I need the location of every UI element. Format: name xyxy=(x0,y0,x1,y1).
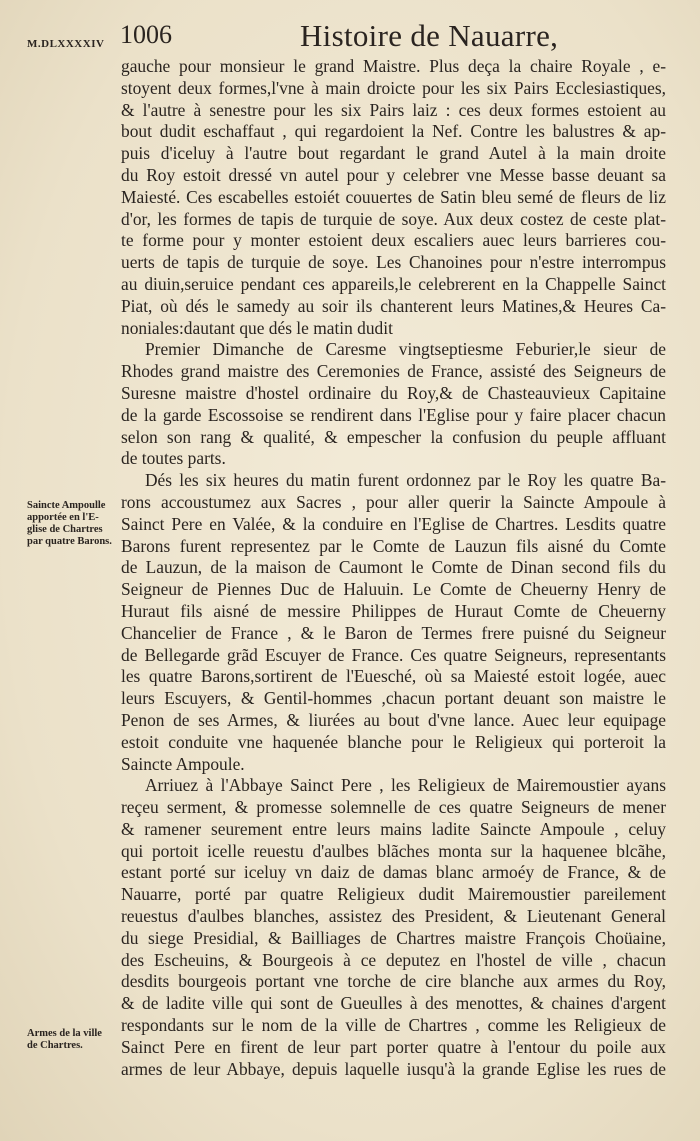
text-line: respondants sur le nom de la ville de Chartres , comme les Religieux de xyxy=(121,1015,666,1036)
text-line: estoit conduite vne haquenée blanche pour le Religieux qui porteroit la xyxy=(121,731,666,752)
margin-note-line: Saincte Ampoulle xyxy=(27,500,106,511)
text-line: selon son rang & qualité, & empescher la confusion du peuple affluant xyxy=(121,426,666,447)
text-line: puis d'iceluy à l'autre bout regardant le grand Autel à la main droite xyxy=(121,143,666,164)
text-line: Penon de ses Armes, & liurées au bout d'vne lance. Auec leur equipage xyxy=(121,709,666,730)
text-line: Piat, où dés le samedy au soir ils chanterent leurs Matines,& Heures Ca- xyxy=(121,295,666,316)
text-line: les quatre Barons,sortirent de l'Euesché, où sa Maiesté estoit logée, auec xyxy=(121,666,666,687)
text-line: bout dudit eschaffaut , qui regardoient la Nef. Contre les balustres & ap- xyxy=(121,121,666,142)
text-line: noniales:dautant que dés le matin dudit xyxy=(121,317,393,338)
text-line: du siege Presidial, & Bailliages de Chartres maistre François Choüaine, xyxy=(121,927,666,948)
margin-note-line: Armes de la ville xyxy=(27,1028,102,1039)
text-line: & ramener seurement entre leurs mains ladite Saincte Ampoule , celuy xyxy=(121,818,666,839)
running-title: Histoire de Nauarre, xyxy=(300,18,559,53)
text-line: Chancelier de France , & le Baron de Termes frere puisné du Seigneur xyxy=(121,622,666,643)
text-line: de Bellegarde grãd Escuyer de France. Ces quatre Seigneurs, representants xyxy=(121,644,666,665)
margin-note-line: de Chartres. xyxy=(27,1040,83,1051)
text-line: stoyent deux formes,l'vne à main droicte pour les six Pairs Ecclesiastiques, xyxy=(121,77,666,98)
text-line: Premier Dimanche de Caresme vingtseptiesme Feburier,le sieur de xyxy=(145,339,666,360)
text-line: d'or, les formes de tapis de turquie de soye. Aux deux costez de ceste plat- xyxy=(121,208,666,229)
text-line: desdits bourgeois portant vne torche de cire blanche aux armes du Roy, xyxy=(121,971,666,992)
margin-note-armes-chartres xyxy=(27,1028,119,1052)
text-line: leurs Escuyers, & Gentil-hommes ,chacun portant deuant son maistre le xyxy=(121,688,666,709)
text-line: uerts de tapis de turquie de soye. Les Chanoines pour n'estre interrompus xyxy=(121,252,666,273)
text-line: Nauarre, porté par quatre Religieux dudit Mairemoustier pareilement xyxy=(121,884,666,905)
page-number: 1006 xyxy=(120,20,172,49)
text-line: du Roy estoit dressé vn autel pour y celebrer vne Messe basse deuant sa xyxy=(121,164,666,185)
text-line: te forme pour y monter estoient deux escaliers auec leurs barrieres cou- xyxy=(121,230,666,251)
text-line: Dés les six heures du matin furent ordonnez par le Roy les quatre Ba- xyxy=(145,470,666,491)
margin-note-line: apportée en l'E- xyxy=(27,512,99,523)
text-line: qui portoit icelle reuestu d'aulbes blãches monta sur la haquenee blcãhe, xyxy=(121,840,666,861)
text-line: de la garde Escossoise se rendirent dans l'Eglise pour y faire placer chacun xyxy=(121,404,666,425)
text-line: & l'autre à senestre pour les six Pairs laiz : ces deux formes estoient au xyxy=(121,99,666,120)
text-line: Huraut fils aisné de messire Philippes de Huraut Comte de Cheuerny xyxy=(121,600,666,621)
text-line: de Lauzun, de la maison de Caumont le Comte de Dinan second fils du xyxy=(121,557,666,578)
text-line: des Escheuins, & Bourgeois à ce deputez en l'hostel de ville , chacun xyxy=(121,949,666,970)
body-text xyxy=(121,56,666,1080)
margin-note-sainte-ampoule xyxy=(27,500,119,548)
text-line: rons accoustumez aux Sacres , pour aller querir la Saincte Ampoule à xyxy=(121,491,666,512)
margin-note-line: par quatre Barons. xyxy=(27,536,112,547)
text-line: de toutes parts. xyxy=(121,448,226,469)
text-line: Sainct Pere en firent de leur part porter quatre à l'entour du poile aux xyxy=(121,1036,666,1057)
text-line: reuestus d'aulbes blanches, assistez des President, & Lieutenant General xyxy=(121,906,666,927)
text-line: Rhodes grand maistre des Ceremonies de France, assisté des Seigneurs de xyxy=(121,361,666,382)
text-line: Saincte Ampoule. xyxy=(121,753,245,774)
text-line: Sainct Pere en Valée, & la conduire en l'Eglise de Chartres. Lesdits quatre xyxy=(121,513,666,534)
text-line: Suresne maistre d'hostel ordinaire du Roy,& de Chasteauvieux Capitaine xyxy=(121,382,666,403)
text-line: armes de leur Abbaye, depuis laquelle iusqu'à la grande Eglise les rues de xyxy=(121,1058,666,1079)
text-line: Barons furent representez par le Comte de Lauzun fils aisné du Comte xyxy=(121,535,666,556)
text-line: Maiesté. Ces escabelles estoiét couuertes de Satin bleu semé de fleurs de liz xyxy=(121,186,666,207)
text-line: & de ladite ville qui sont de Gueulles à des menottes, & chaines d'argent xyxy=(121,993,666,1014)
text-line: estant porté sur iceluy vn daiz de damas blanc armoéy de France, & de xyxy=(121,862,666,883)
text-line: gauche pour monsieur le grand Maistre. Plus deça la chaire Royale , e- xyxy=(121,56,666,76)
text-line: Arriuez à l'Abbaye Sainct Pere , les Religieux de Mairemoustier ayans xyxy=(145,775,666,796)
year-heading: M.DLXXXXIV xyxy=(27,38,105,50)
margin-note-line: glise de Chartres xyxy=(27,524,103,535)
text-line: reçeu serment, & promesse solemnelle de ces quatre Seigneurs de mener xyxy=(121,797,666,818)
text-line: Seigneur de Piennes Duc de Haluuin. Le Comte de Cheuerny Henry de xyxy=(121,579,666,600)
text-line: au diuin,seruice pendant ces appareils,le celebrerent en la Chappelle Sainct xyxy=(121,273,666,294)
